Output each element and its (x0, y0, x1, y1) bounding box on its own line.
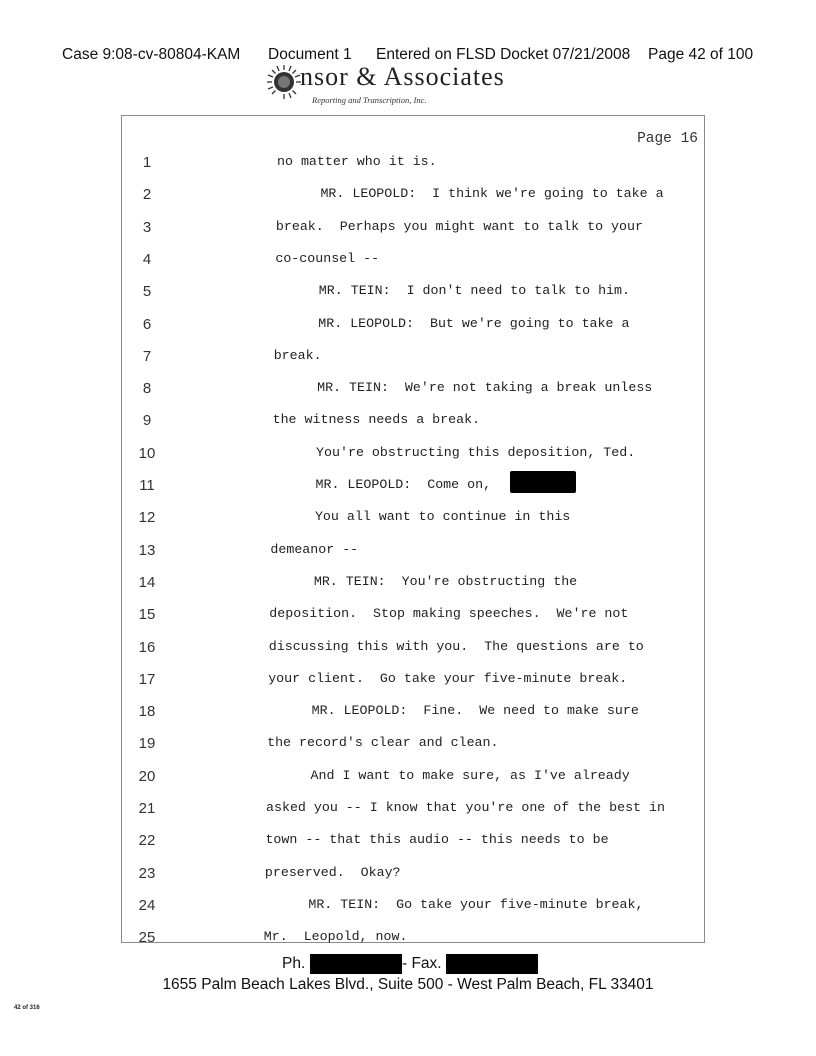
line-number: 2 (142, 186, 152, 204)
line-text: break. Perhaps you might want to talk to your (275, 218, 643, 234)
line-text: MR. TEIN: We're not taking a break unless (317, 380, 653, 396)
line-number: 8 (142, 380, 152, 398)
transcript-line (122, 251, 706, 275)
line-number: 1 (142, 154, 152, 171)
fax-redaction (446, 954, 538, 974)
document-number: Document 1 (268, 46, 352, 63)
line-text: Mr. Leopold, now. (263, 929, 408, 945)
transcript-line (122, 929, 706, 953)
phone-redaction (310, 954, 402, 974)
line-text: deposition. Stop making speeches. We're not (269, 606, 629, 622)
line-number: 17 (138, 670, 156, 688)
fax-label: - Fax. (402, 955, 442, 972)
line-number: 23 (138, 864, 156, 882)
transcript-line (122, 542, 706, 566)
line-text: the record's clear and clean. (267, 735, 499, 751)
line-text: MR. TEIN: You're obstructing the (313, 573, 578, 589)
line-number: 22 (138, 832, 156, 850)
line-text: discussing this with you. The questions are to (268, 638, 644, 654)
line-number: 10 (138, 444, 156, 462)
transcript-line (122, 154, 706, 178)
office-address: 1655 Palm Beach Lakes Blvd., Suite 500 - West Palm Beach, FL 33401 (162, 976, 654, 993)
line-number: 14 (138, 573, 156, 591)
transcript-line (122, 412, 706, 436)
line-number: 7 (142, 347, 152, 365)
line-number: 18 (138, 703, 156, 721)
line-number: 3 (142, 218, 152, 236)
transcript-line (122, 380, 706, 404)
transcript-line (122, 639, 706, 663)
transcript-line (122, 219, 706, 243)
transcript-line (122, 735, 706, 759)
transcript-line (122, 445, 706, 469)
line-number: 9 (142, 412, 152, 430)
line-text: demeanor -- (270, 541, 359, 557)
line-number: 6 (142, 315, 152, 333)
line-number: 11 (139, 477, 155, 494)
line-text: your client. Go take your five-minute break. (268, 670, 628, 686)
line-number: 19 (138, 735, 156, 753)
line-number: 4 (142, 250, 152, 268)
line-number: 15 (138, 606, 156, 624)
transcript-page (121, 115, 705, 947)
transcript-line (122, 671, 706, 695)
transcript-page-number: Page 16 (637, 131, 698, 147)
transcript-line (122, 865, 706, 889)
line-number: 5 (142, 283, 152, 301)
line-number: 21 (138, 800, 156, 817)
page-of-total: Page 42 of 100 (648, 46, 754, 63)
transcript-line (122, 316, 706, 340)
transcript-line (122, 509, 706, 533)
transcript-line (122, 832, 706, 856)
line-text: MR. LEOPOLD: I think we're going to take a (320, 186, 664, 202)
transcript-line (122, 477, 706, 501)
company-logo (262, 62, 562, 108)
line-text: no matter who it is. (277, 154, 437, 169)
line-number: 13 (138, 541, 156, 559)
line-text: And I want to make sure, as I've already (310, 767, 630, 783)
line-text: You're obstructing this deposition, Ted. (316, 444, 636, 460)
line-number: 12 (138, 509, 156, 527)
logo-sun-icon (266, 64, 302, 100)
line-text: MR. LEOPOLD: Come on, (315, 477, 492, 492)
transcript-line (122, 703, 706, 727)
line-text: MR. TEIN: I don't need to talk to him. (318, 283, 630, 299)
entered-docket: Entered on FLSD Docket 07/21/2008 (376, 46, 631, 63)
line-text: You all want to continue in this (314, 509, 571, 525)
case-number: Case 9:08-cv-80804-KAM (62, 46, 241, 63)
transcript-line (122, 800, 706, 824)
line-number: 16 (138, 638, 156, 656)
transcript-line (122, 186, 706, 210)
line-text: asked you -- I know that you're one of the best in (266, 800, 665, 815)
transcript-line (122, 897, 706, 921)
phone-label: Ph. (282, 955, 306, 972)
line-text: MR. LEOPOLD: But we're going to take a (318, 315, 630, 331)
line-number: 20 (138, 767, 156, 785)
transcript-line (122, 283, 706, 307)
transcript-line (122, 574, 706, 598)
bates-stamp: 42 of 316 (14, 1005, 40, 1011)
line-text: MR. LEOPOLD: Fine. We need to make sure (311, 703, 639, 719)
line-text: co-counsel -- (275, 250, 380, 266)
company-tagline: Reporting and Transcription, Inc. (312, 95, 427, 105)
line-text: town -- that this audio -- this needs to be (265, 832, 609, 848)
transcript-line (122, 606, 706, 630)
line-number: 24 (138, 896, 156, 914)
line-text: MR. TEIN: Go take your five-minute break, (308, 896, 644, 912)
name-redaction (510, 471, 576, 493)
line-number: 25 (138, 929, 156, 947)
line-text: the witness needs a break. (272, 412, 481, 428)
transcript-line (122, 768, 706, 792)
line-text: break. (273, 347, 322, 363)
company-name: nsor & Associates (300, 62, 505, 91)
line-text: preserved. Okay? (264, 864, 401, 880)
transcript-line (122, 348, 706, 372)
